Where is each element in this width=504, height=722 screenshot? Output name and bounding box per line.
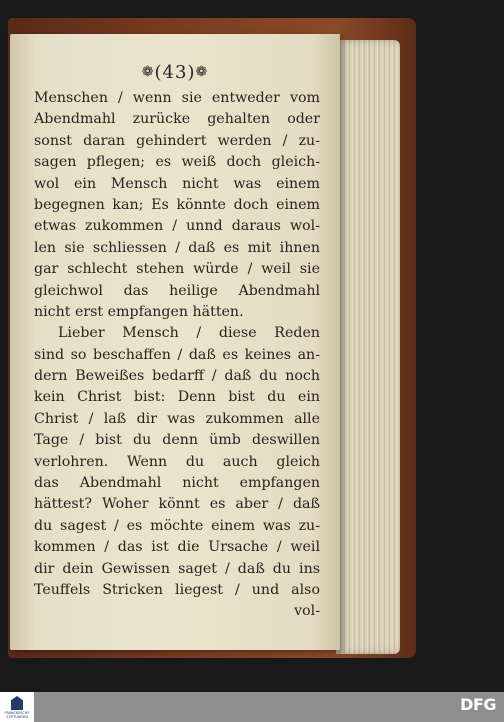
text-line: wol ein Mensch nicht was einem bbox=[34, 175, 320, 192]
text-line: Lieber Mensch / diese Reden bbox=[58, 325, 320, 342]
text-line: sagen pflegen; es weiß doch gleich- bbox=[34, 154, 320, 171]
viewer-footer-bar bbox=[0, 692, 504, 722]
text-line: dir dein Gewissen saget / daß du ins bbox=[34, 560, 320, 577]
text-line: Teuffels Stricken liegest / und also bbox=[34, 581, 320, 598]
page-number: (43) bbox=[154, 62, 196, 83]
text-line: begegnen kan; Es könnte doch einem bbox=[34, 196, 320, 213]
text-line: Tage / bist du denn ümb deswillen bbox=[34, 432, 320, 449]
text-line: len sie schliessen / daß es mit ihnen bbox=[34, 239, 320, 256]
page-edges bbox=[336, 40, 400, 654]
ornament-left-icon: ❁ bbox=[141, 64, 155, 80]
text-line: gar schlecht stehen würde / weil sie bbox=[34, 261, 320, 278]
book-page bbox=[10, 34, 340, 650]
text-line: sind so beschaffen / daß es keines an- bbox=[34, 346, 320, 363]
text-line: Menschen / wenn sie entweder vom bbox=[34, 90, 320, 106]
text-line: du sagest / es möchte einem was zu- bbox=[34, 517, 320, 534]
text-line: Abendmahl zurücke gehalten oder bbox=[34, 111, 320, 128]
institution-logo[interactable] bbox=[0, 692, 34, 722]
ornament-right-icon: ❁ bbox=[195, 64, 209, 80]
page-header bbox=[10, 62, 340, 83]
building-icon bbox=[11, 696, 23, 710]
text-line: sonst daran gehindert werden / zu- bbox=[34, 132, 320, 149]
text-line: nicht erst empfangen hätten. bbox=[34, 303, 244, 320]
page-text bbox=[34, 88, 320, 623]
text-line: etwas zukommen / unnd daraus wol- bbox=[34, 218, 320, 235]
text-line: verlohren. Wenn du auch gleich bbox=[34, 453, 320, 470]
text-line: gleichwol das heilige Abendmahl bbox=[34, 282, 320, 299]
text-line: kein Christ bist: Denn bist du ein bbox=[34, 389, 320, 406]
text-line: Christ / laß dir was zukommen alle bbox=[34, 410, 320, 427]
text-line: das Abendmahl nicht empfangen bbox=[34, 475, 320, 492]
institution-logo-label: FRANCKESCHE STIFTUNGEN bbox=[4, 711, 30, 719]
text-line: hättest? Woher könnt es aber / daß bbox=[34, 496, 320, 513]
dfg-logo[interactable]: DFG bbox=[460, 695, 496, 714]
text-line: dern Beweißes bedarff / daß du noch bbox=[34, 368, 320, 385]
catchword: vol- bbox=[294, 603, 320, 620]
text-line: kommen / das ist die Ursache / weil bbox=[34, 539, 320, 556]
